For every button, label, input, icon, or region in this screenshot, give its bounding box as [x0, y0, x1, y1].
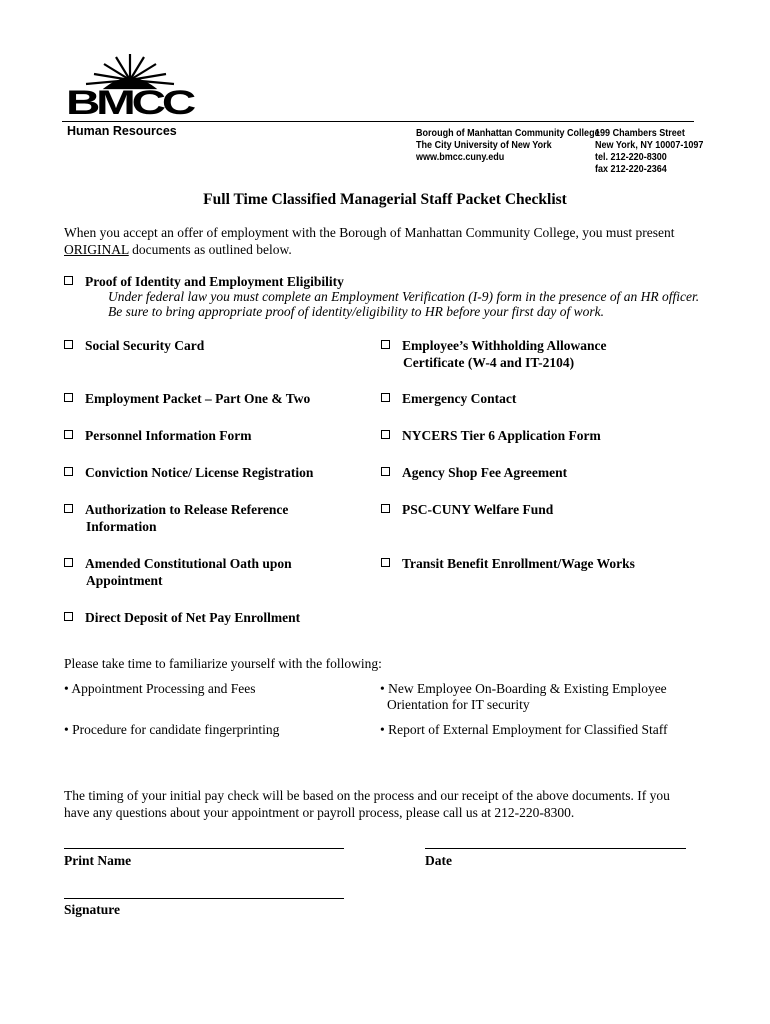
checkbox[interactable] — [381, 340, 390, 349]
checklist-item[interactable] — [381, 555, 635, 572]
info-item — [380, 681, 667, 713]
proof-note: Under federal law you must complete an Employment Verification (I-9) form in the presence of an HR officer. Be sure to bring appropriate proof of identity/eligibility to HR before your first day of work. — [108, 289, 700, 319]
date-label: Date — [425, 853, 452, 868]
header-divider — [62, 121, 694, 122]
checklist-item-proof[interactable] — [64, 273, 344, 290]
svg-text:BMCC: BMCC — [66, 84, 196, 118]
checklist-item-label: PSC-CUNY Welfare Fund — [402, 502, 554, 517]
checkbox[interactable] — [64, 276, 73, 285]
checklist-item-label: NYCERS Tier 6 Application Form — [402, 428, 601, 443]
info-item-label: New Employee On-Boarding & Existing Employee — [388, 681, 667, 696]
university-name: The City University of New York — [416, 139, 552, 151]
info-item — [64, 681, 255, 697]
checkbox[interactable] — [64, 340, 73, 349]
checkbox[interactable] — [381, 467, 390, 476]
checklist-item[interactable] — [381, 464, 567, 481]
print-name-label: Print Name — [64, 853, 132, 868]
checklist-item[interactable] — [64, 390, 310, 407]
checkbox[interactable] — [64, 558, 73, 567]
checklist-item[interactable] — [381, 337, 607, 371]
signature-line[interactable] — [64, 898, 344, 899]
checklist-item-label: Direct Deposit of Net Pay Enrollment — [85, 610, 301, 625]
date-line[interactable] — [425, 848, 686, 849]
street-address: 199 Chambers Street — [595, 127, 685, 139]
intro-text-end: documents as outlined below. — [128, 242, 292, 257]
checkbox[interactable] — [381, 430, 390, 439]
checkbox[interactable] — [381, 504, 390, 513]
info-item-label: Report of External Employment for Classified Staff — [388, 722, 668, 737]
checklist-item-label: Emergency Contact — [402, 391, 517, 406]
bullet-icon: • — [380, 722, 385, 737]
checklist-item-label: Social Security Card — [85, 338, 205, 353]
checkbox[interactable] — [64, 393, 73, 402]
checkbox[interactable] — [64, 467, 73, 476]
intro-text: When you accept an offer of employment with the Borough of Manhattan Community College, you must present — [64, 225, 675, 240]
department-label: Human Resources — [67, 124, 177, 138]
checklist-item-label: Amended Constitutional Oath upon — [85, 556, 292, 571]
signature-label: Signature — [64, 902, 121, 917]
checklist-item-label: Personnel Information Form — [85, 428, 252, 443]
contact-info — [595, 127, 721, 175]
checklist-item[interactable] — [64, 609, 300, 626]
college-name: Borough of Manhattan Community College — [416, 127, 600, 139]
checklist-item[interactable] — [64, 464, 313, 481]
print-name-line[interactable] — [64, 848, 344, 849]
intro-emphasis: ORIGINAL — [64, 242, 129, 257]
checkbox[interactable] — [64, 430, 73, 439]
info-item — [380, 722, 668, 738]
info-item — [64, 722, 279, 738]
checklist-item[interactable] — [381, 390, 516, 407]
checklist-item-label-cont: Certificate (W-4 and IT-2104) — [403, 355, 575, 370]
telephone: tel. 212-220-8300 — [595, 151, 667, 163]
checklist-item-label-cont: Information — [86, 519, 157, 534]
checklist-item-label: Conviction Notice/ License Registration — [85, 465, 314, 480]
checklist-item-label: Transit Benefit Enrollment/Wage Works — [402, 556, 635, 571]
checklist-item[interactable] — [64, 337, 204, 354]
info-item-label-cont: Orientation for IT security — [387, 697, 530, 712]
fax: fax 212-220-2364 — [595, 163, 667, 175]
checkbox[interactable] — [381, 393, 390, 402]
checklist-item-label: Agency Shop Fee Agreement — [402, 465, 568, 480]
checkbox[interactable] — [64, 504, 73, 513]
checklist-item-label: Employee’s Withholding Allowance — [402, 338, 607, 353]
page-title: Full Time Classified Managerial Staff Packet Checklist — [203, 191, 567, 208]
familiarize-heading: Please take time to familiarize yourself with the following: — [64, 656, 382, 671]
checklist-item[interactable] — [64, 427, 251, 444]
bullet-icon: • — [64, 681, 69, 696]
checklist-item-label: Proof of Identity and Employment Eligibility — [85, 274, 344, 289]
info-item-label: Appointment Processing and Fees — [71, 681, 256, 696]
intro-paragraph — [64, 224, 724, 258]
checklist-item[interactable] — [381, 427, 601, 444]
checkbox[interactable] — [381, 558, 390, 567]
checklist-item[interactable] — [64, 555, 292, 589]
closing-paragraph: The timing of your initial pay check will be based on the process and our receipt of the above documents. If you have any questions about your appointment or payroll process, please call us at 212-220-8300. — [64, 788, 670, 820]
info-item-label: Procedure for candidate fingerprinting — [72, 722, 280, 737]
city-state-zip: New York, NY 10007-1097 — [595, 139, 704, 151]
checklist-item-label: Employment Packet – Part One & Two — [85, 391, 311, 406]
bullet-icon: • — [380, 681, 385, 696]
bmcc-logo — [60, 52, 200, 118]
checklist-item[interactable] — [381, 501, 553, 518]
checklist-item[interactable] — [64, 501, 288, 535]
checklist-item-label: Authorization to Release Reference — [85, 502, 289, 517]
website: www.bmcc.cuny.edu — [416, 151, 505, 163]
bullet-icon: • — [64, 722, 69, 737]
checklist-item-label-cont: Appointment — [86, 573, 163, 588]
checkbox[interactable] — [64, 612, 73, 621]
